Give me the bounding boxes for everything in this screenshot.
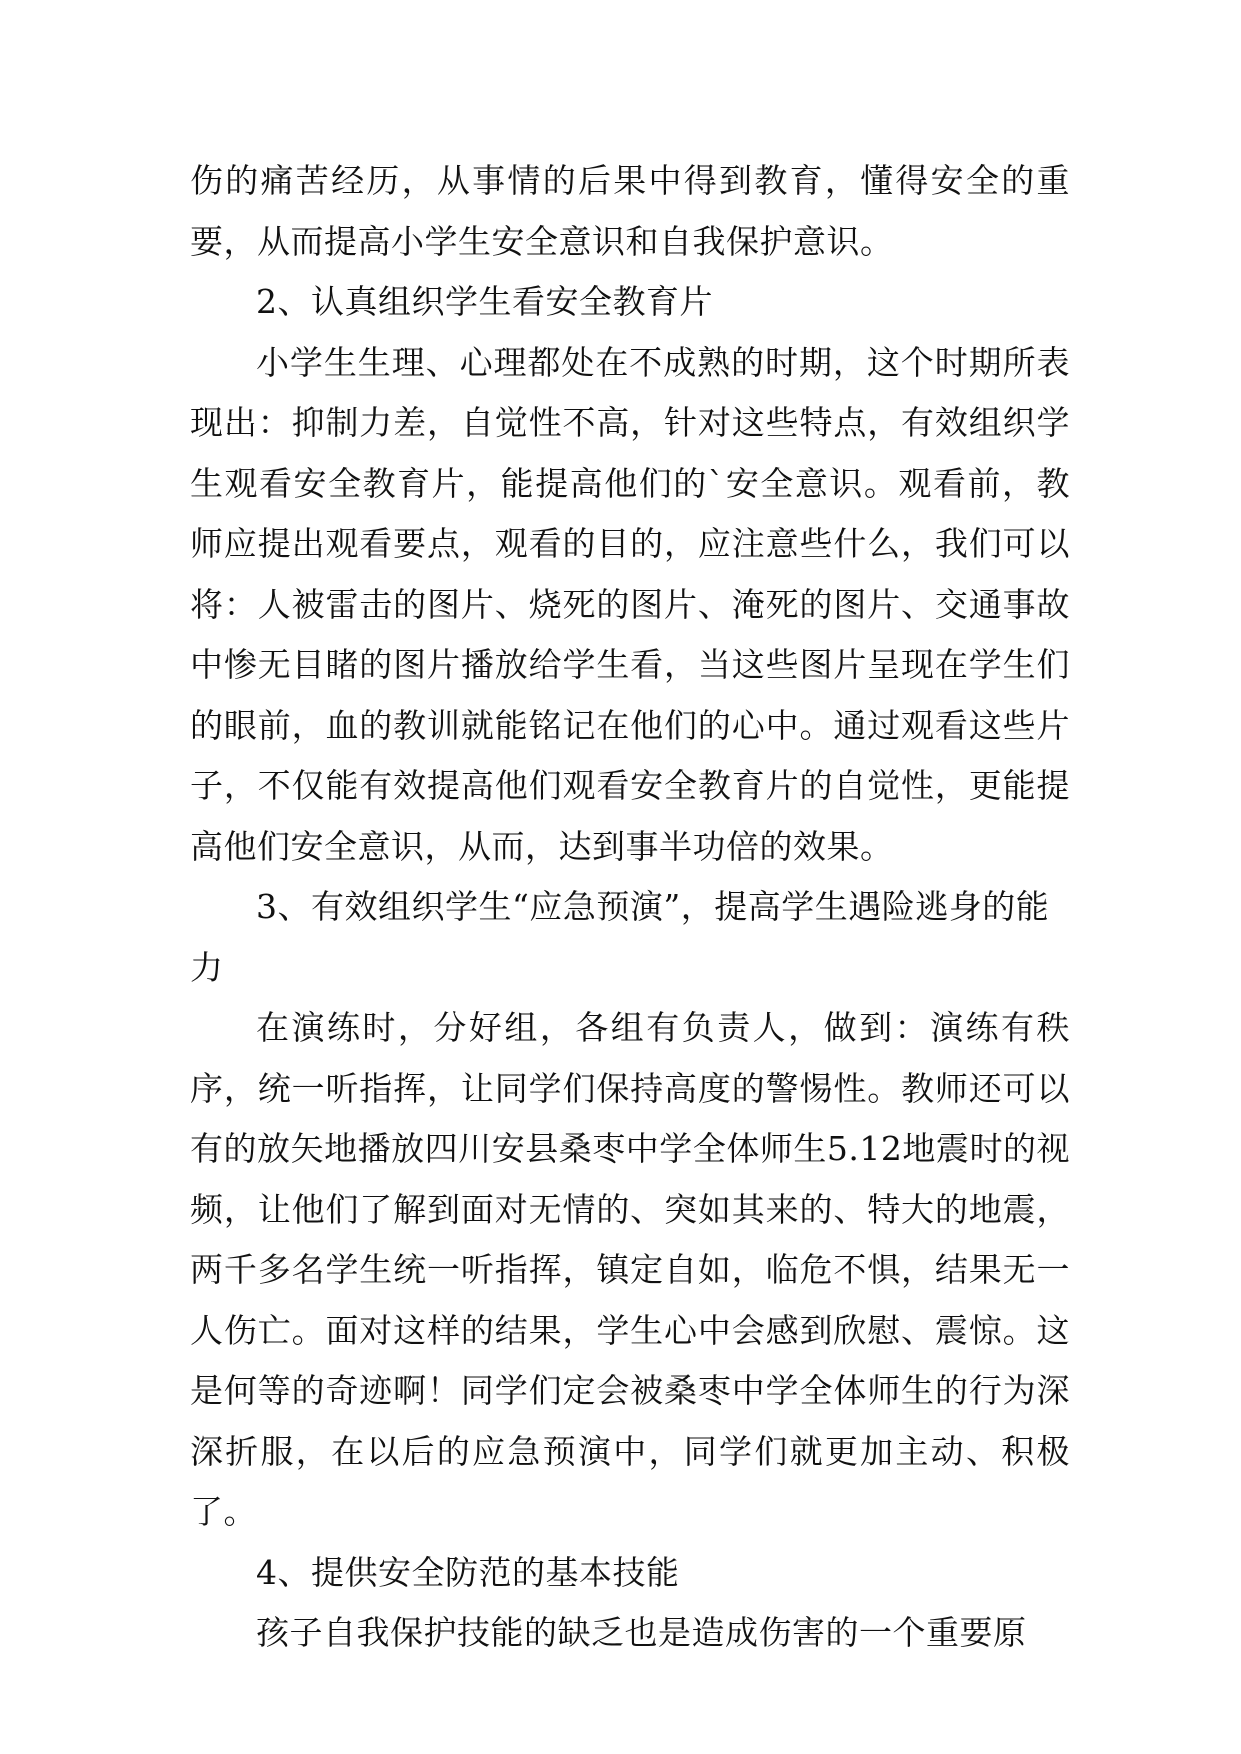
paragraph-self-protection-skills: 孩子自我保护技能的缺乏也是造成伤害的一个重要原 bbox=[256, 1613, 1027, 1652]
section-heading-3: 3、有效组织学生“应急预演”，提高学生遇险逃身的能力 bbox=[190, 887, 1050, 987]
document-body bbox=[190, 151, 1070, 1664]
paragraph-emergency-drill: 在演练时，分好组，各组有负责人，做到：演练有秩序，统一听指挥，让同学们保持高度的警惕性。教师还可以有的放矢地播放四川安县桑枣中学全体师生5.12地震时的视频，让他们了解到面对无情的、突如其来的、特大的地震，两千多名学生统一听指挥，镇定自如，临危不惧，结果无一人伤亡。面对这样的结果，学生心中会感到欣慰、震惊。这是何等的奇迹啊！同学们定会被桑枣中学全体师生的行为深深折服，在以后的应急预演中，同学们就更加主动、积极了。 bbox=[190, 1008, 1070, 1531]
paragraph-continued: 伤的痛苦经历，从事情的后果中得到教育，懂得安全的重要，从而提高小学生安全意识和自我保护意识。 bbox=[190, 161, 1070, 261]
section-heading-4: 4、提供安全防范的基本技能 bbox=[256, 1552, 680, 1592]
section-heading-2: 2、认真组织学生看安全教育片 bbox=[256, 282, 713, 321]
paragraph-safety-films: 小学生生理、心理都处在不成熟的时期，这个时期所表现出：抑制力差，自觉性不高，针对这些特点，有效组织学生观看安全教育片，能提高他们的`安全意识。观看前，教师应提出观看要点，观看的目的，应注意些什么，我们可以将：人被雷击的图片、烧死的图片、淹死的图片、交通事故中惨无目睹的图片播放给学生看，当这些图片呈现在学生们的眼前，血的教训就能铭记在他们的心中。通过观看这些片子，不仅能有效提高他们观看安全教育片的自觉性，更能提高他们安全意识，从而，达到事半功倍的效果。 bbox=[190, 342, 1070, 866]
